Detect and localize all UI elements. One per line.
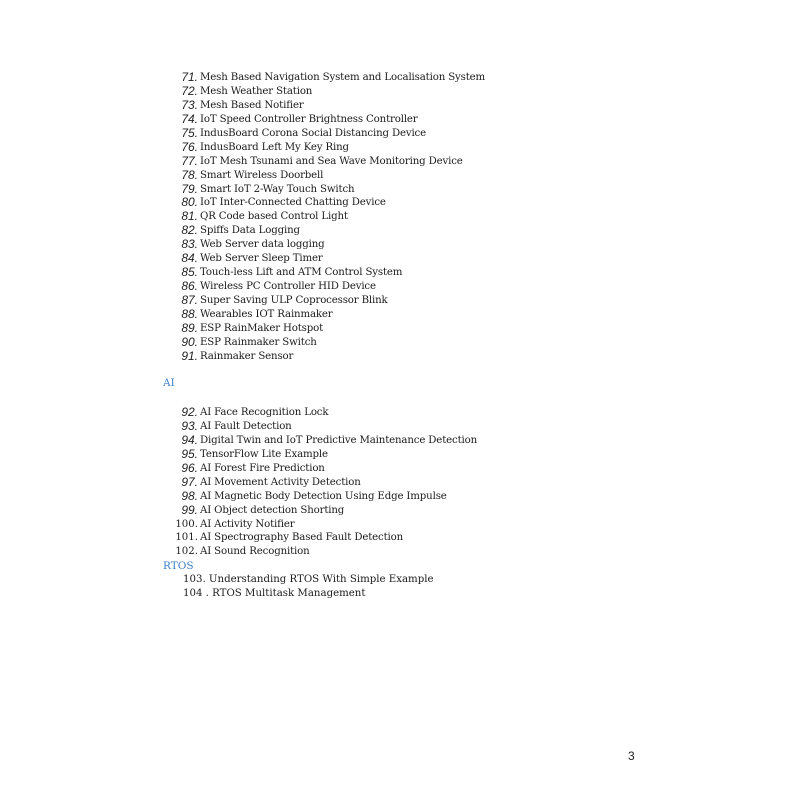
section-heading-ai: AI: [163, 377, 175, 389]
item-number: 84.: [181, 251, 198, 266]
item-number: 85.: [181, 265, 198, 280]
item-number: 94.: [181, 432, 198, 447]
item-number: 82.: [181, 223, 198, 238]
item-number: 71.: [181, 70, 198, 84]
item-title: ESP RainMaker Hotspot: [200, 322, 324, 334]
item-title: AI Sound Recognition: [200, 546, 310, 558]
item-title: ESP Rainmaker Switch: [200, 336, 317, 348]
item-title: IndusBoard Left My Key Ring: [200, 141, 349, 153]
item-title: Spiffs Data Logging: [200, 225, 300, 237]
item-number: 79.: [181, 181, 198, 196]
item-title: AI Object detection Shorting: [200, 504, 345, 516]
item-title: TensorFlow Lite Example: [200, 448, 328, 460]
item-number: 100.: [175, 518, 198, 530]
item-title: AI Spectrography Based Fault Detection: [200, 532, 404, 544]
item-number: 93.: [181, 418, 198, 433]
item-number: 76.: [181, 139, 198, 154]
item-title: Smart IoT 2-Way Touch Switch: [200, 183, 355, 195]
item-number: 95.: [181, 446, 198, 461]
item-title: Touch-less Lift and ATM Control System: [200, 267, 403, 279]
item-title: Wireless PC Controller HID Device: [200, 281, 376, 293]
item-title: IoT Mesh Tsunami and Sea Wave Monitoring Device: [200, 155, 463, 167]
item-title: AI Face Recognition Lock: [200, 407, 329, 418]
item-number: 101.: [175, 532, 198, 544]
item-number: 77.: [181, 153, 198, 168]
page-number: 3: [628, 749, 635, 763]
item-number: 78.: [181, 167, 198, 182]
item-number: 89.: [181, 320, 198, 335]
item-title: IndusBoard Corona Social Distancing Device: [200, 127, 426, 139]
item-title: IoT Inter-Connected Chatting Device: [200, 197, 386, 209]
item-number: 99.: [181, 502, 198, 517]
item-number: 74.: [181, 111, 198, 126]
item-title: Rainmaker Sensor: [200, 350, 294, 362]
item-title: Mesh Weather Station: [200, 85, 313, 97]
item-title: AI Magnetic Body Detection Using Edge Impulse: [200, 490, 447, 502]
item-title: Web Server Sleep Timer: [200, 253, 323, 265]
item-title: AI Activity Notifier: [200, 518, 295, 530]
item-number: 73.: [181, 97, 198, 112]
item-title: Web Server data logging: [200, 239, 325, 251]
item-title: Digital Twin and IoT Predictive Maintenance Detection: [200, 434, 478, 446]
item-title: AI Forest Fire Prediction: [200, 462, 325, 474]
item-number: 86.: [181, 279, 198, 294]
item-number: 87.: [181, 293, 198, 307]
item-number: 72.: [181, 83, 198, 98]
item-title: Wearables IOT Rainmaker: [200, 308, 333, 320]
item-title: AI Movement Activity Detection: [200, 476, 361, 488]
item-title: Smart Wireless Doorbell: [200, 169, 324, 181]
item-number: 96.: [181, 460, 198, 475]
section-heading-rtos: RTOS: [163, 560, 194, 572]
item-number: 91.: [181, 348, 198, 363]
item-number: 92.: [181, 405, 198, 419]
item-number: 97.: [181, 474, 198, 489]
item-title: Mesh Based Navigation System and Localisation System: [200, 72, 486, 83]
item-number: 83.: [181, 237, 198, 252]
item-title: AI Fault Detection: [200, 420, 292, 432]
item-title: Super Saving ULP Coprocessor Blink: [200, 295, 388, 306]
rtos-item: 104 . RTOS Multitask Management: [183, 588, 366, 599]
item-title: Mesh Based Notifier: [200, 99, 304, 111]
rtos-item: 103. Understanding RTOS With Simple Example: [183, 574, 434, 585]
item-number: 98.: [181, 488, 198, 503]
item-number: 88.: [181, 306, 198, 321]
item-number: 80.: [181, 195, 198, 210]
item-number: 75.: [181, 125, 198, 140]
item-title: QR Code based Control Light: [200, 211, 348, 223]
item-number: 81.: [181, 209, 198, 224]
item-number: 90.: [181, 334, 198, 349]
item-number: 102.: [175, 546, 198, 558]
item-title: IoT Speed Controller Brightness Controller: [200, 113, 418, 125]
